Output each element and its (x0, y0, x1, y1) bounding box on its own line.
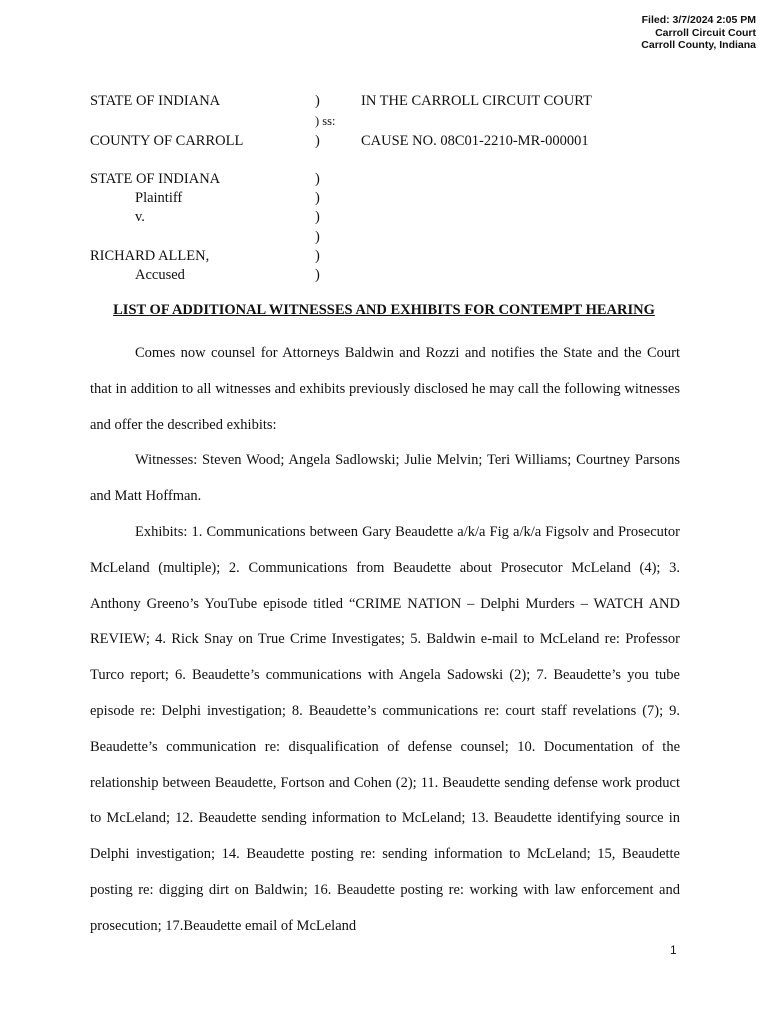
caption-accused-name: RICHARD ALLEN, (90, 248, 210, 264)
witnesses-paragraph: Witnesses: Steven Wood; Angela Sadlowski; Julie Melvin; Teri Williams; Courtney Parsons and Matt Hoffman. (90, 452, 680, 505)
caption-ss: ) ss: (315, 114, 336, 128)
document-title: LIST OF ADDITIONAL WITNESSES AND EXHIBITS FOR CONTEMPT HEARING (113, 302, 655, 318)
caption-paren: ) (315, 190, 320, 206)
caption-plaintiff-role: Plaintiff (135, 190, 183, 206)
caption-paren: ) (315, 267, 320, 283)
caption-plaintiff-name: STATE OF INDIANA (90, 171, 221, 187)
filed-stamp (641, 14, 756, 52)
caption-versus: v. (135, 209, 145, 225)
caption-paren: ) (315, 171, 320, 187)
filed-court: Carroll Circuit Court (655, 26, 756, 39)
caption-paren: ) (315, 93, 320, 109)
caption-paren: ) (315, 248, 320, 264)
document-body (90, 336, 680, 945)
intro-paragraph: Comes now counsel for Attorneys Baldwin and Rozzi and notifies the State and the Court that in addition to all witnesses and exhibits previously disclosed he may call the following witnesses and offer the described exhibits: (90, 345, 680, 433)
caption-county: COUNTY OF CARROLL (90, 133, 244, 149)
caption-paren: ) (315, 209, 320, 225)
exhibits-paragraph: Exhibits: 1. Communications between Gary Beaudette a/k/a Fig a/k/a Figsolv and Prosecutor McLeland (multiple); 2. Communications from Beaudette about Prosecutor McLeland (4); 3. Anthony Greeno’s YouTube episode titled “CRIME NATION – Delphi Murders – WATCH AND REVIEW; 4. Rick Snay on True Crime Investigates; 5. Baldwin e-mail to McLeland re: Professor Turco report; 6. Beaudette’s communications with Angela Sadowski (2); 7. Beaudette’s you tube episode re: Delphi investigation; 8. Beaudette’s communications re: court staff revelations (7); 9. Beaudette’s communication re: disqualification of defense counsel; 10. Documentation of the relationship between Beaudette, Fortson and Cohen (2); 11. Beaudette sending defense work product to McLeland; 12. Beaudette sending information to McLeland; 13. Beaudette identifying source in Delphi investigation; 14. Beaudette posting re: sending information to McLeland; 15, Beaudette posting re: digging dirt on Baldwin; 16. Beaudette posting re: working with law enforcement and prosecution; 17.Beaudette email of McLeland (90, 523, 680, 934)
caption-state: STATE OF INDIANA (90, 93, 221, 109)
page-number: 1 (670, 943, 677, 957)
caption-paren: ) (315, 133, 320, 149)
filed-county: Carroll County, Indiana (641, 39, 756, 51)
caption-cause-number: CAUSE NO. 08C01-2210-MR-000001 (361, 133, 589, 149)
caption-paren: ) (315, 229, 320, 245)
filed-date: Filed: 3/7/2024 2:05 PM (641, 14, 756, 26)
caption-court: IN THE CARROLL CIRCUIT COURT (361, 93, 592, 109)
caption-accused-role: Accused (135, 267, 185, 283)
